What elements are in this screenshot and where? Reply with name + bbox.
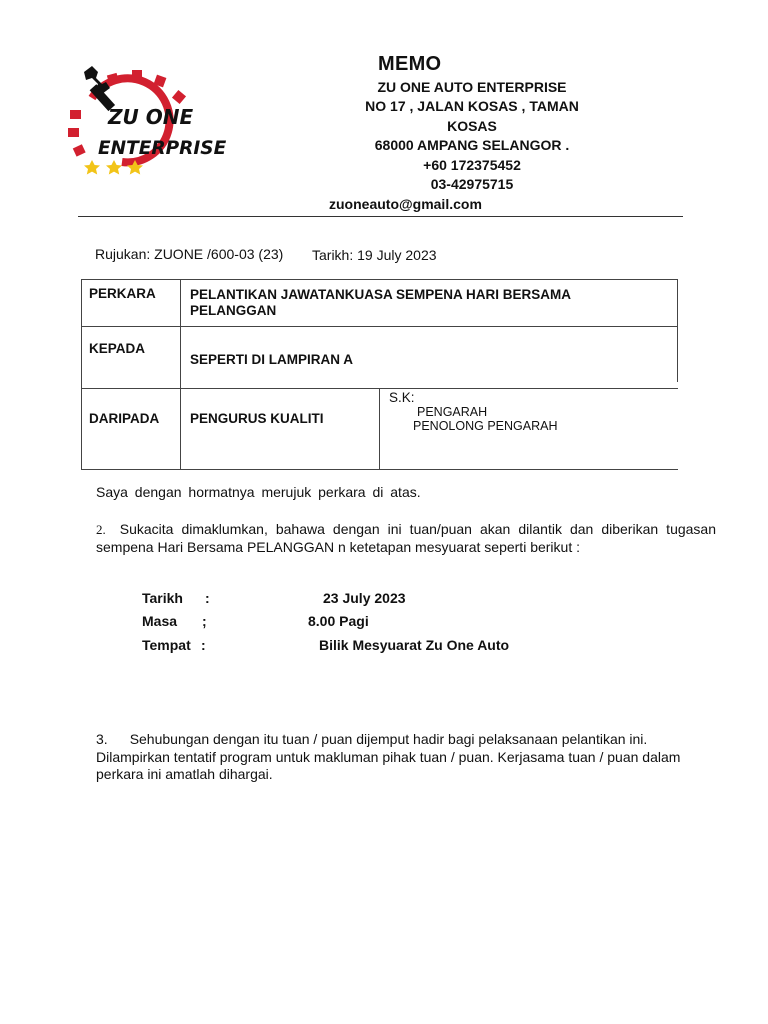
kepada-label: KEPADA — [89, 341, 146, 356]
paragraph-number: 3. — [96, 731, 108, 747]
perkara-value — [190, 287, 571, 319]
table-border — [81, 388, 678, 389]
address-line: NO 17 , JALAN KOSAS , TAMAN — [365, 98, 579, 115]
logo-line2: ENTERPRISE — [98, 138, 227, 159]
company-address — [327, 78, 617, 194]
logo-line1: ZU ONE — [108, 105, 194, 129]
detail-separator: : — [201, 637, 206, 653]
detail-separator: ; — [202, 613, 207, 629]
detail-tarikh-label: Tarikh — [142, 590, 183, 606]
memo-date: Tarikh: 19 July 2023 — [312, 247, 437, 263]
table-border — [81, 279, 82, 470]
table-border — [677, 279, 678, 382]
table-border — [81, 279, 678, 280]
memo-title: MEMO — [378, 53, 442, 75]
kepada-value: SEPERTI DI LAMPIRAN A — [190, 352, 354, 367]
table-border — [81, 469, 678, 470]
detail-masa-value: 8.00 Pagi — [308, 613, 369, 629]
paragraph-3 — [96, 731, 716, 784]
header-divider — [78, 216, 683, 217]
detail-separator: : — [205, 590, 210, 606]
address-line: KOSAS — [447, 117, 497, 134]
table-border — [379, 388, 380, 470]
table-border — [81, 326, 678, 327]
sk-recipient: PENGARAH — [417, 405, 488, 419]
paragraph-2 — [96, 521, 716, 556]
table-border — [180, 279, 181, 470]
star-icon — [84, 160, 143, 175]
detail-tempat-label: Tempat — [142, 637, 191, 653]
paragraph-number: 2. — [96, 522, 106, 537]
sk-recipient: PENOLONG PENGARAH — [413, 419, 558, 433]
perkara-label: PERKARA — [89, 286, 156, 301]
address-line: 68000 AMPANG SELANGOR . — [374, 137, 570, 154]
company-name: ZU ONE AUTO ENTERPRISE — [377, 79, 567, 95]
daripada-value: PENGURUS KUALITI — [190, 411, 324, 426]
company-email: zuoneauto@gmail.com — [329, 196, 482, 212]
sk-label: S.K: — [389, 390, 415, 405]
detail-tarikh-value: 23 July 2023 — [323, 590, 406, 606]
perkara-value-line: PELANGGAN — [190, 303, 277, 318]
daripada-label: DARIPADA — [89, 411, 160, 426]
phone-office: 03-42975715 — [430, 176, 514, 193]
intro-paragraph: Saya dengan hormatnya merujuk perkara di atas. — [96, 484, 421, 500]
reference-number: Rujukan: ZUONE /600-03 (23) — [95, 246, 284, 262]
detail-tempat-value: Bilik Mesyuarat Zu One Auto — [319, 637, 510, 653]
paragraph-text: Sehubungan dengan itu tuan / puan dijemput hadir bagi pelaksanaan pelantikan ini. Dilampirkan tentatif program untuk makluman pihak tuan / puan. Kerjasama tuan / puan dalam perkara ini amatlah dihargai. — [96, 731, 681, 782]
phone-mobile: +60 172375452 — [423, 156, 521, 173]
detail-masa-label: Masa — [142, 613, 178, 629]
perkara-value-line: PELANTIKAN JAWATANKUASA SEMPENA HARI BERSAMA — [190, 287, 572, 302]
paragraph-text: Sukacita dimaklumkan, bahawa dengan ini tuan/puan akan dilantik dan diberikan tugasan sempena Hari Bersama PELANGGAN n ketetapan mesyuarat seperti berikut : — [96, 521, 716, 555]
company-logo — [62, 62, 227, 180]
